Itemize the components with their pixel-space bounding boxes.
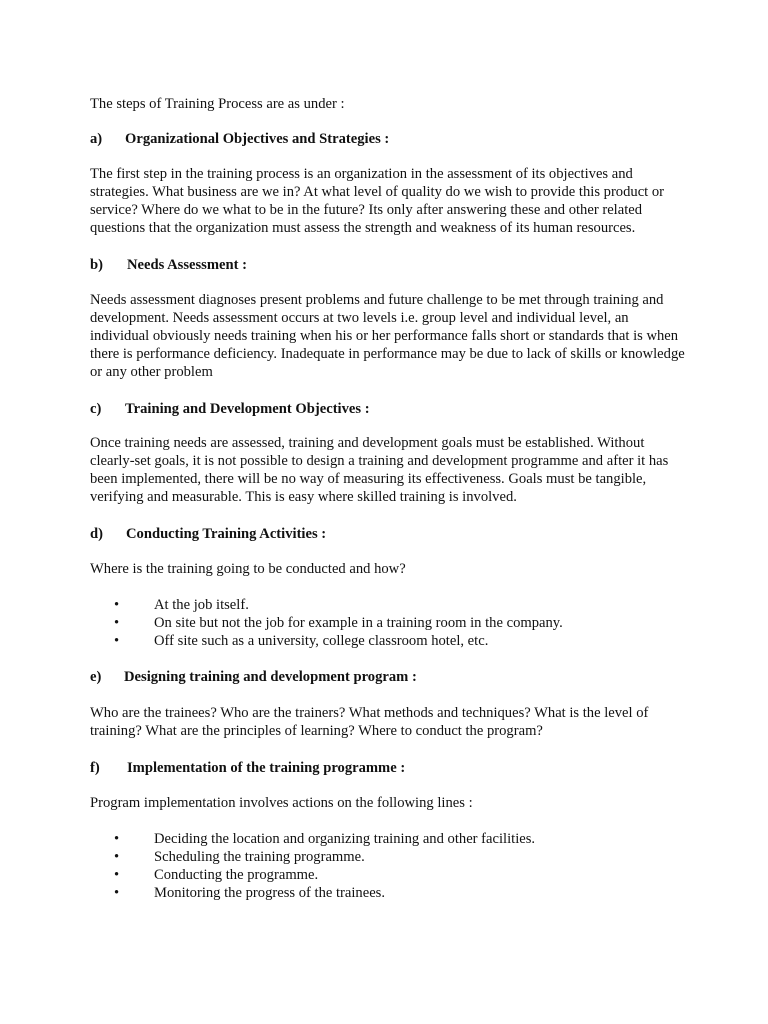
section-d-title: Conducting Training Activities : (126, 526, 327, 542)
section-f-title: Implementation of the training programme : (127, 760, 406, 776)
bullet-icon: • (114, 597, 120, 613)
section-f-bullet-list (90, 830, 535, 902)
section-e-title: Designing training and development program : (124, 669, 417, 685)
section-d-paragraph: Where is the training going to be conducted and how? (90, 561, 406, 577)
section-e-heading (90, 668, 690, 686)
bullet-icon: • (114, 885, 120, 901)
section-c-letter: c) (90, 401, 102, 417)
section-b-letter: b) (90, 257, 103, 273)
section-b-title: Needs Assessment : (127, 257, 247, 273)
section-c-title: Training and Development Objectives : (125, 401, 370, 417)
section-d-bullet-list (90, 596, 563, 650)
section-e-paragraph: Who are the trainees? Who are the trainers? What methods and techniques? What is the level of training? What are the principles of learning? Where to conduct the program? (90, 705, 649, 739)
section-c-heading (90, 400, 690, 418)
bullet-icon: • (114, 633, 120, 649)
section-a-heading (90, 130, 690, 148)
bullet-icon: • (114, 849, 120, 865)
list-item: • On site but not the job for example in a training room in the company. (114, 615, 563, 631)
list-item: • Scheduling the training programme. (114, 849, 365, 865)
list-item: • Monitoring the progress of the trainees. (114, 885, 386, 901)
section-e-letter: e) (90, 669, 102, 685)
bullet-icon: • (114, 615, 120, 631)
bullet-icon: • (114, 867, 120, 883)
section-a-letter: a) (90, 131, 103, 147)
section-f-letter: f) (90, 760, 100, 776)
section-a-paragraph: The first step in the training process is an organization in the assessment of its objectives and strategies. What business are we in? At what level of quality do we wish to provide this product or service? Where do we what to be in the future? Its only after answering these and other related questions that the organization must assess the strength and weakness of its human resources. (90, 166, 665, 236)
section-f-heading (90, 759, 690, 777)
section-a-title: Organizational Objectives and Strategies : (125, 131, 390, 147)
section-b-heading (90, 256, 690, 274)
list-item: • At the job itself. (114, 597, 249, 613)
section-d-letter: d) (90, 526, 103, 542)
intro-text: The steps of Training Process are as under : (90, 96, 345, 112)
section-f-paragraph: Program implementation involves actions on the following lines : (90, 795, 473, 811)
section-b-paragraph: Needs assessment diagnoses present problems and future challenge to be met through training and development. Needs assessment occurs at two levels i.e. group level and individual level, an individual obviously needs training when his or her performance falls short or standards that is when there is performance deficiency. Inadequate in performance may be due to lack of skills or knowledge or any other problem (90, 292, 685, 380)
list-item: • Deciding the location and organizing training and other facilities. (114, 831, 536, 847)
section-c-paragraph: Once training needs are assessed, training and development goals must be established. Without clearly-set goals, it is not possible to design a training and development programme and after it has been implemented, there will be no way of measuring its effectiveness. Goals must be tangible, verifying and measurable. This is easy where skilled training is involved. (90, 435, 669, 505)
bullet-icon: • (114, 831, 120, 847)
section-d-heading (90, 525, 690, 543)
list-item: • Conducting the programme. (114, 867, 319, 883)
list-item: • Off site such as a university, college classroom hotel, etc. (114, 633, 489, 649)
